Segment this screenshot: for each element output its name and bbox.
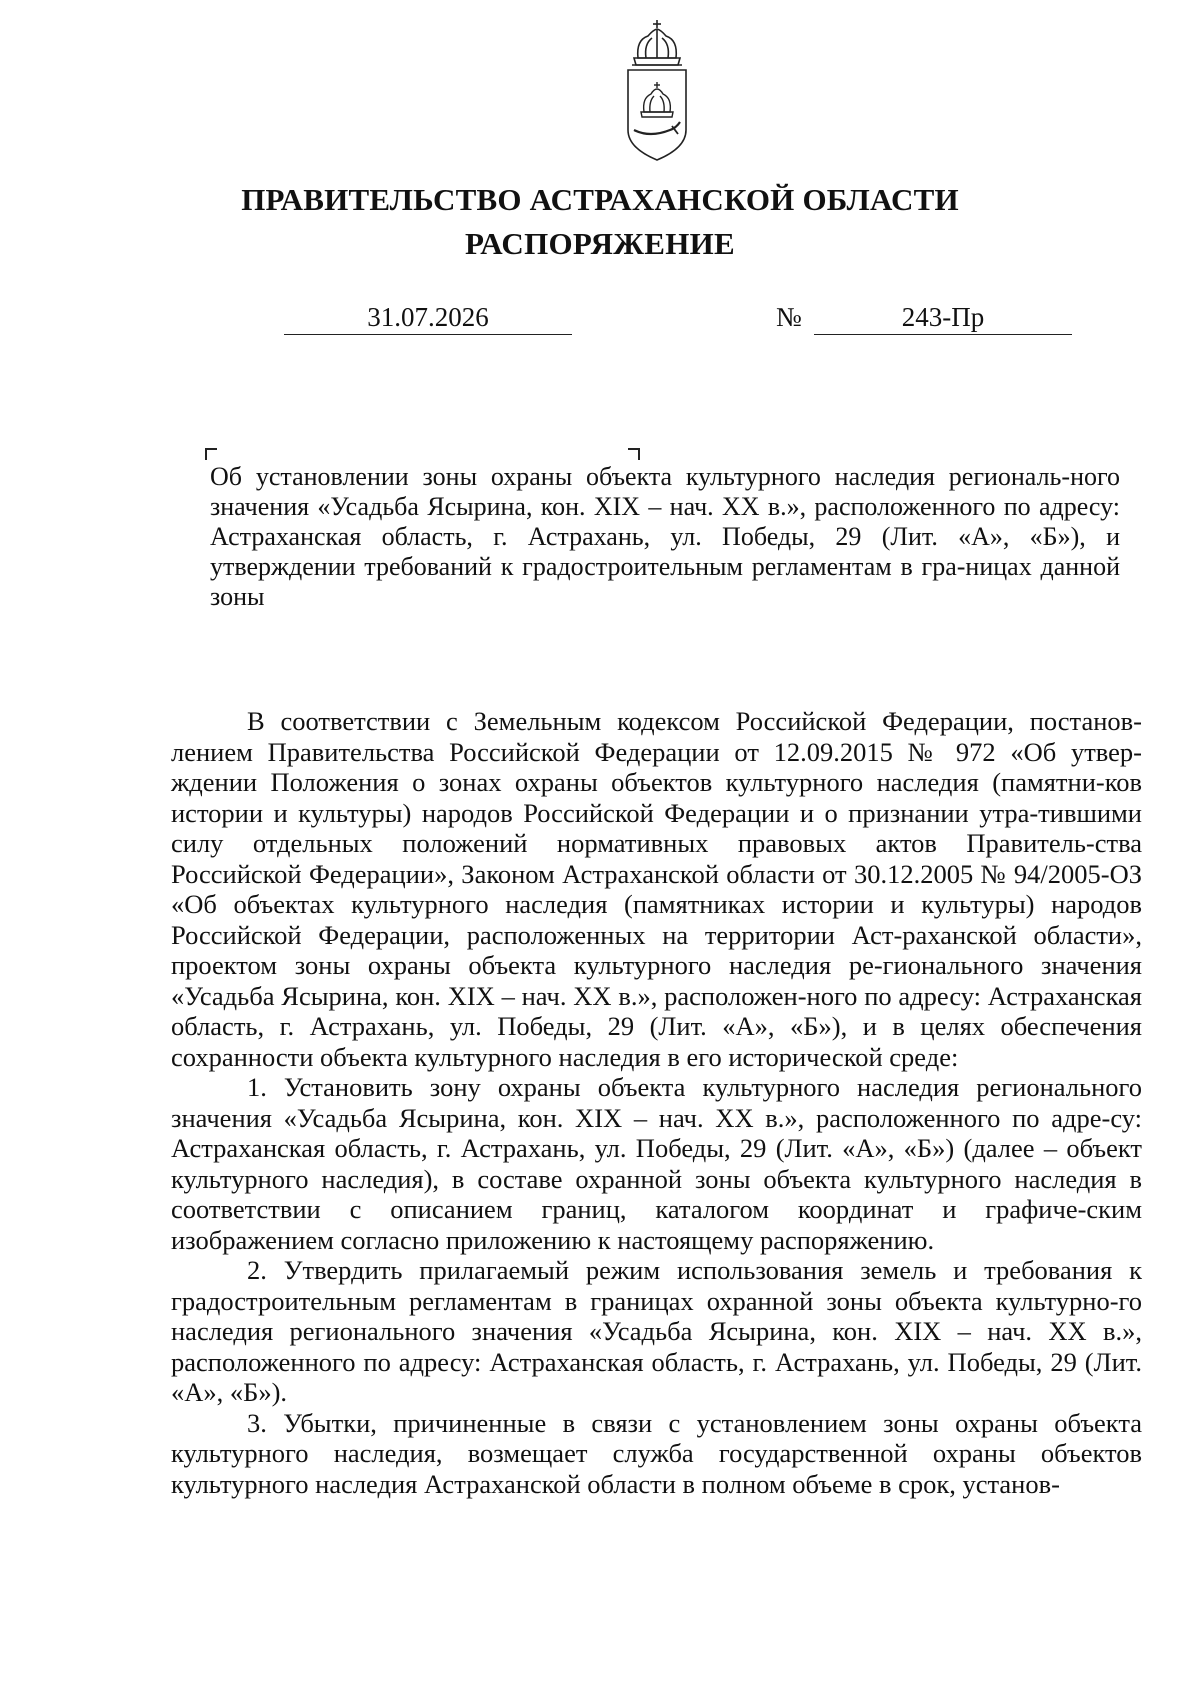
preamble-paragraph: В соответствии с Земельным кодексом Российской Федерации, постанов-лением Правительства Российской Федерации от 12.09.2015 № 972 «Об утвер-ждении Положения о зонах охраны объектов культурного наследия (памятни-ков истории и культуры) народов Российской Федерации и о признании утра-тившими силу отдельных положений нормативных правовых актов Правитель-ства Российской Федерации», Законом Астраханской области от 30.12.2005 № 94/2005-ОЗ «Об объектах культурного наследия (памятниках истории и культуры) народов Российской Федерации, расположенных на территории Аст-раханской области», проектом зоны охраны объекта культурного наследия ре-гионального значения «Усадьба Ясырина, кон. XIX – нач. XX в.», расположен-ного по адресу: Астраханская область, г. Астрахань, ул. Победы, 29 (Лит. «А», «Б»), и в целях обеспечения сохранности объекта культурного наследия в его исторической среде: [171,706,1142,1072]
document-type-title: РАСПОРЯЖЕНИЕ [464,226,736,261]
document-number: 243-Пр [814,300,1072,335]
number-label: № [776,302,802,332]
item-2-paragraph: 2. Утвердить прилагаемый режим использования земель и требования к градостроительным регламентам в границах охранной зоны объекта культурно-го наследия регионального значения «Усадьба Ясырина, кон. XIX – нач. XX в.», расположенного по адресу: Астраханская область, г. Астрахань, ул. Победы, 29 (Лит. «А», «Б»). [171,1255,1142,1407]
document-date: 31.07.2026 [284,300,572,335]
item-1-paragraph: 1. Установить зону охраны объекта культурного наследия регионального значения «Усадьба Ясырина, кон. XIX – нач. XX в.», расположенного по адре-су: Астраханская область, г. Астрахань, ул. Победы, 29 (Лит. «А», «Б») (далее – объект культурного наследия), в составе охранной зоны объекта культурного наследия в соответствии с описанием границ, каталогом координат и графиче-ским изображением согласно приложению к настоящему распоряжению. [171,1072,1142,1255]
item-3-paragraph: 3. Убытки, причиненные в связи с установлением зоны охраны объекта культурного наследия, возмещает служба государственной охраны объектов культурного наследия Астраханской области в полном объеме в срок, установ- [171,1407,1142,1499]
document-body [171,706,1142,1499]
astrakhan-coat-of-arms-icon [620,18,694,168]
document-subject: Об установлении зоны охраны объекта культурного наследия региональ-ного значения «Усадьба Ясырина, кон. XIX – нач. XX в.», расположенного по адресу: Астраханская область, г. Астрахань, ул. Победы, 29 (Лит. «А», «Б»), и утверждении требований к градостроительным регламентам в гра-ницах данной зоны [210,462,1120,611]
subject-bracket-left [205,448,217,460]
subject-bracket-right [628,448,640,460]
organization-title: ПРАВИТЕЛЬСТВО АСТРАХАНСКОЙ ОБЛАСТИ [241,182,959,217]
